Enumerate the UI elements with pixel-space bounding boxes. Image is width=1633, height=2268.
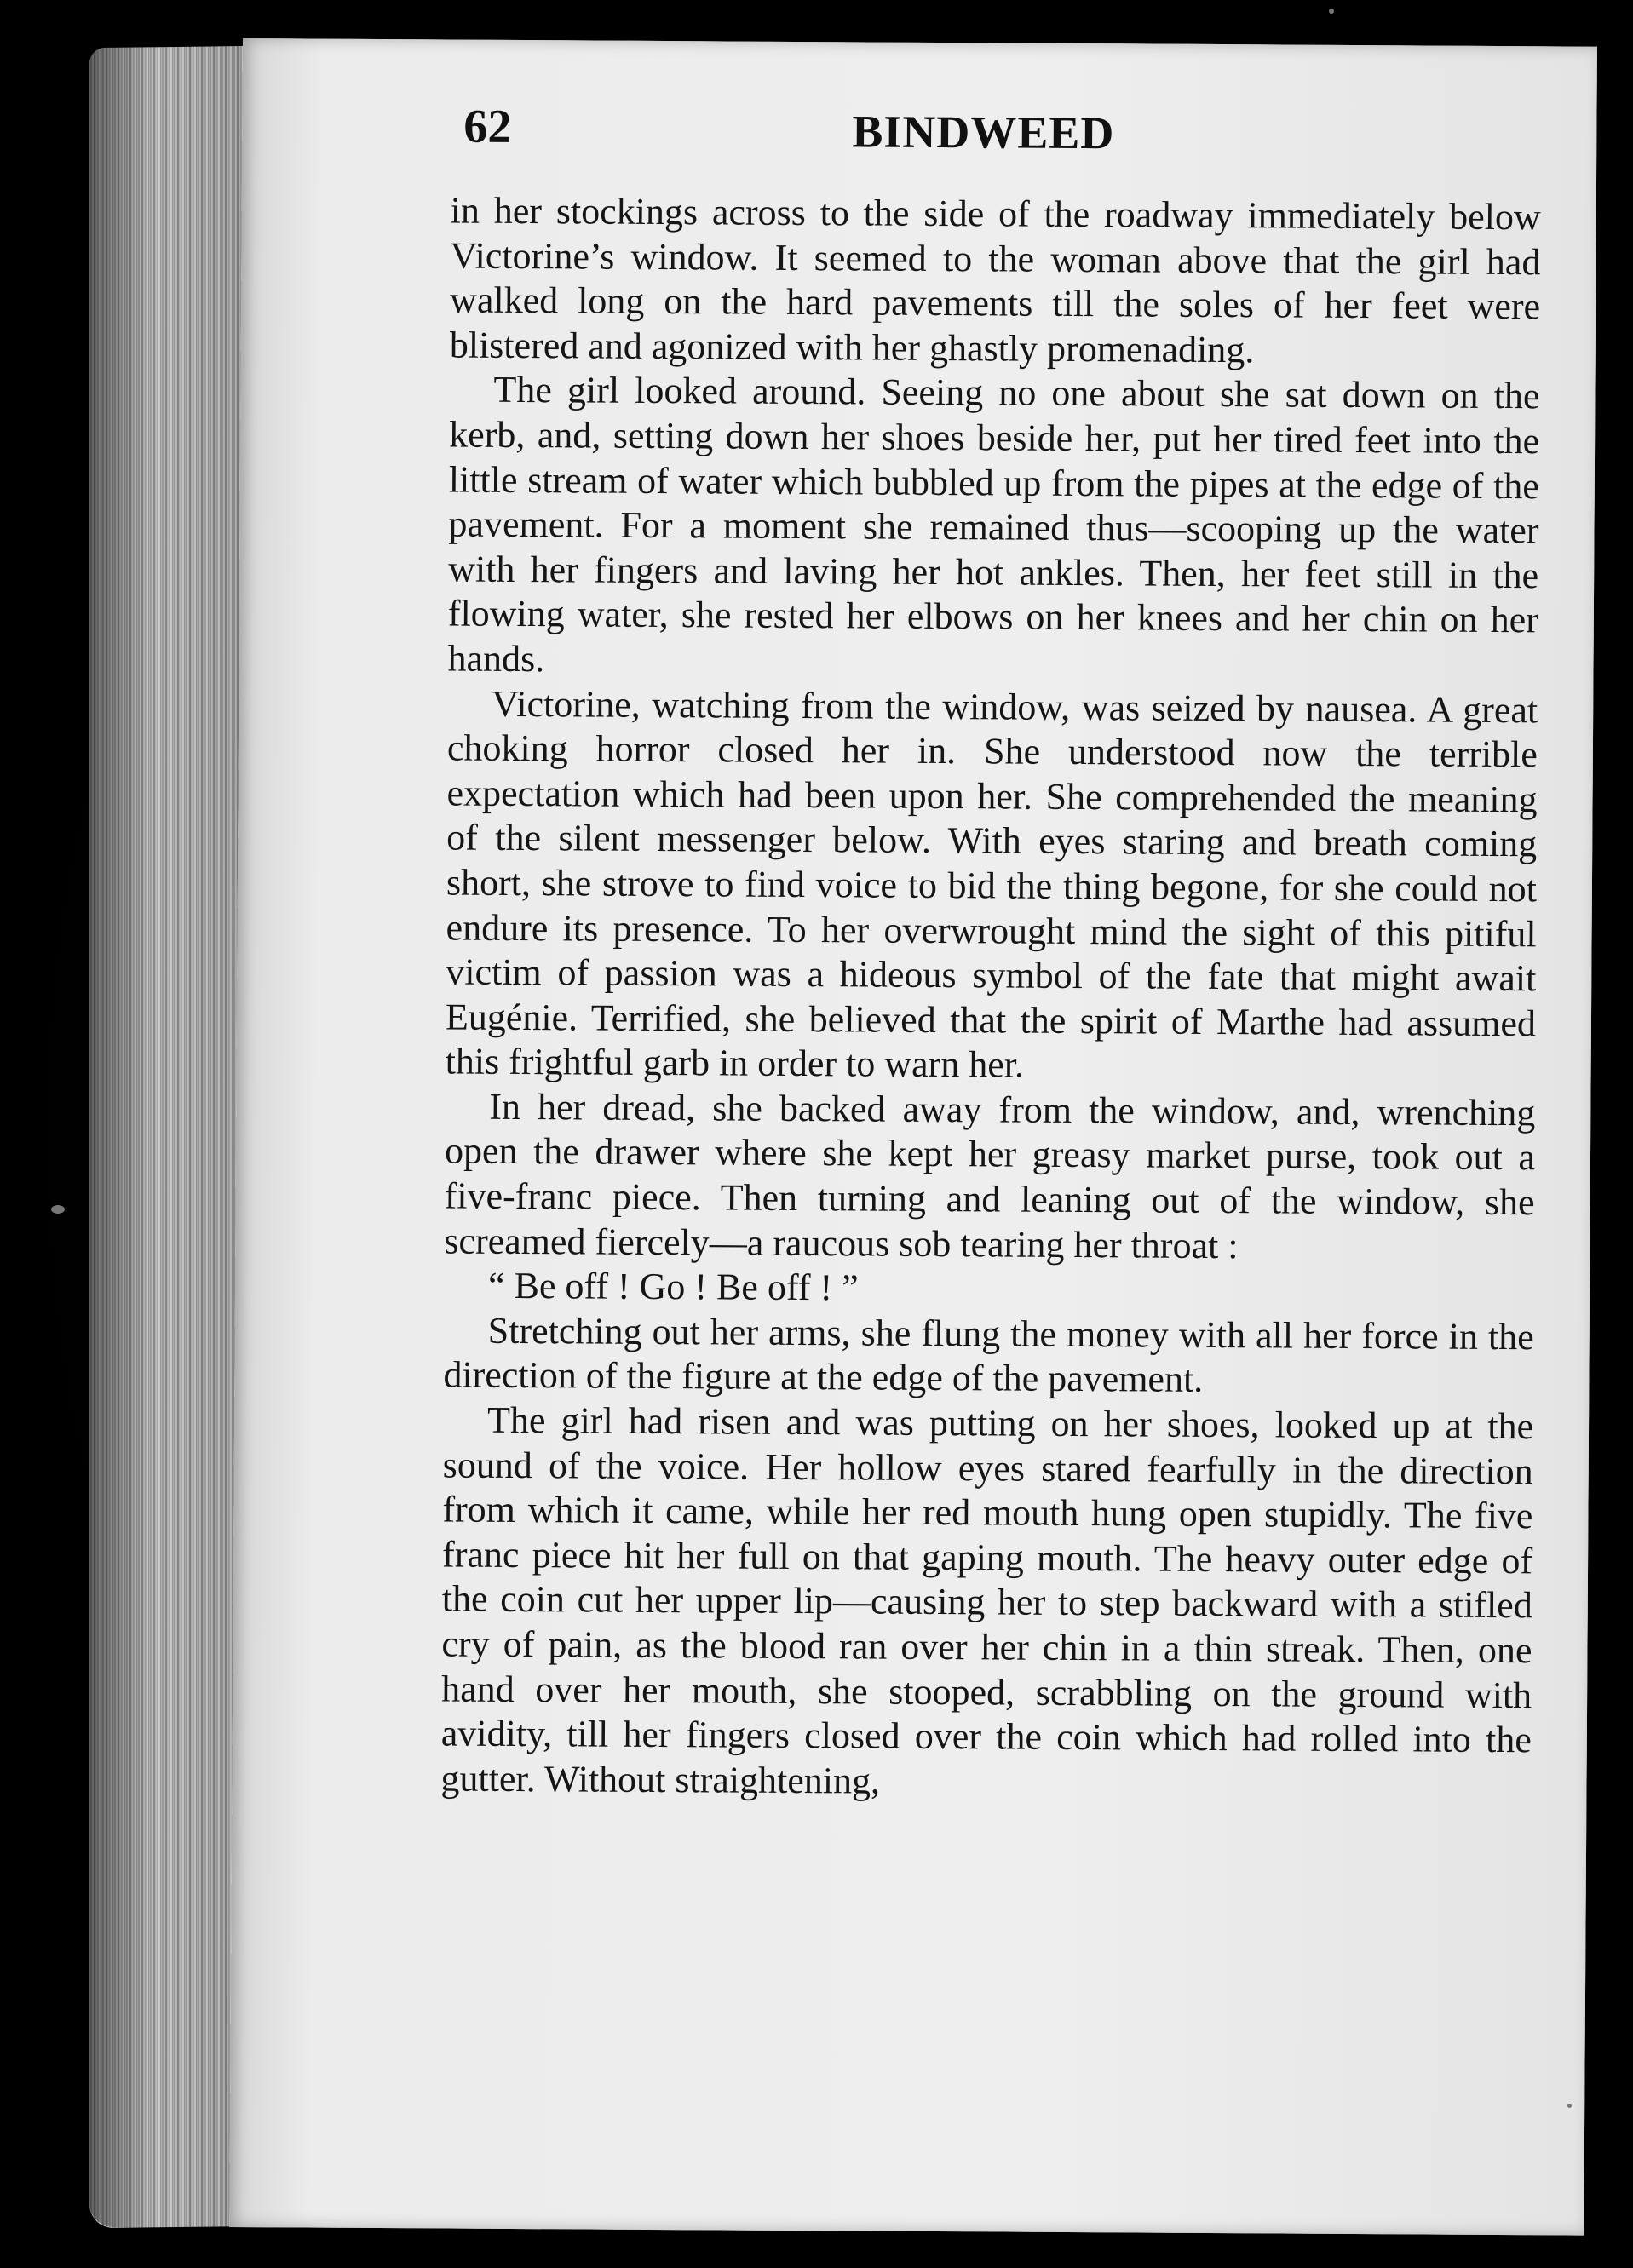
dust-speck: [51, 1205, 65, 1214]
book-page: [229, 38, 1597, 2236]
dust-speck: [1567, 2104, 1572, 2108]
paragraph: The girl had risen and was putting on her shoes, looked up at the sound of the voice. Her hollow eyes stared fearfully in the direction from which it came, while her red mouth hung open stupidly. The five franc piece hit her full on that gaping mouth. The heavy outer edge of the coin cut her upper lip—causing her to step backward with a stifled cry of pain, as the blood ran over her chin in a thin streak. Then, one hand over her mouth, she stooped, scrabbling on the ground with avidity, till her fingers closed over the coin which had rolled into the gutter. Without straightening,: [440, 1398, 1534, 1802]
paragraph: Victorine, watching from the window, was seized by nausea. A great choking horror closed her in. She understood now the terrible expectation which had been upon her. She comprehended the meaning of the silent messenger below. With eyes staring and breath coming short, she strove to find voice to bid the thing begone, for she could not endure its presence. To her overwrought mind the sight of this pitiful victim of passion was a hideous symbol of the fate that might await Eugénie. Terrified, she believed that the spirit of Marthe had assumed this frightful garb in order to warn her.: [445, 682, 1538, 1086]
running-title: BINDWEED: [852, 106, 1115, 159]
running-head: [463, 100, 1504, 182]
dust-speck: [1329, 9, 1334, 14]
paragraph: The girl looked around. Seeing no one about she sat down on the kerb, and, setting down her shoes beside her, put her tired feet into the little stream of water which bubbled up from the pipes at the edge of the pavement. For a moment she remained thus—scooping up the water with her fingers and laving her hot ankles. Then, her feet still in the flowing water, she rested her elbows on her knees and her chin on her hands.: [447, 369, 1540, 680]
paragraph: in her stockings across to the side of the roadway immediately below Victorine’s window. It seemed to the woman above that the girl had walked long on the hard pavements till the soles of her feet were blistered and agonized with her ghastly promenading.: [449, 189, 1541, 371]
page-number: 62: [463, 100, 512, 153]
dialogue-line: “ Be off ! Go ! Be off ! ”: [487, 1265, 859, 1309]
paragraph: Stretching out her arms, she flung the money with all her force in the direction of the figure at the edge of the pavement.: [443, 1309, 1534, 1401]
body-text: [440, 188, 1541, 1807]
paragraph: In her dread, she backed away from the window, and, wrenching open the drawer where she kept her greasy market purse, took out a five-franc piece. Then turning and leaning out of the window, she screamed fiercely—a raucous sob tearing her throat :: [444, 1085, 1536, 1266]
